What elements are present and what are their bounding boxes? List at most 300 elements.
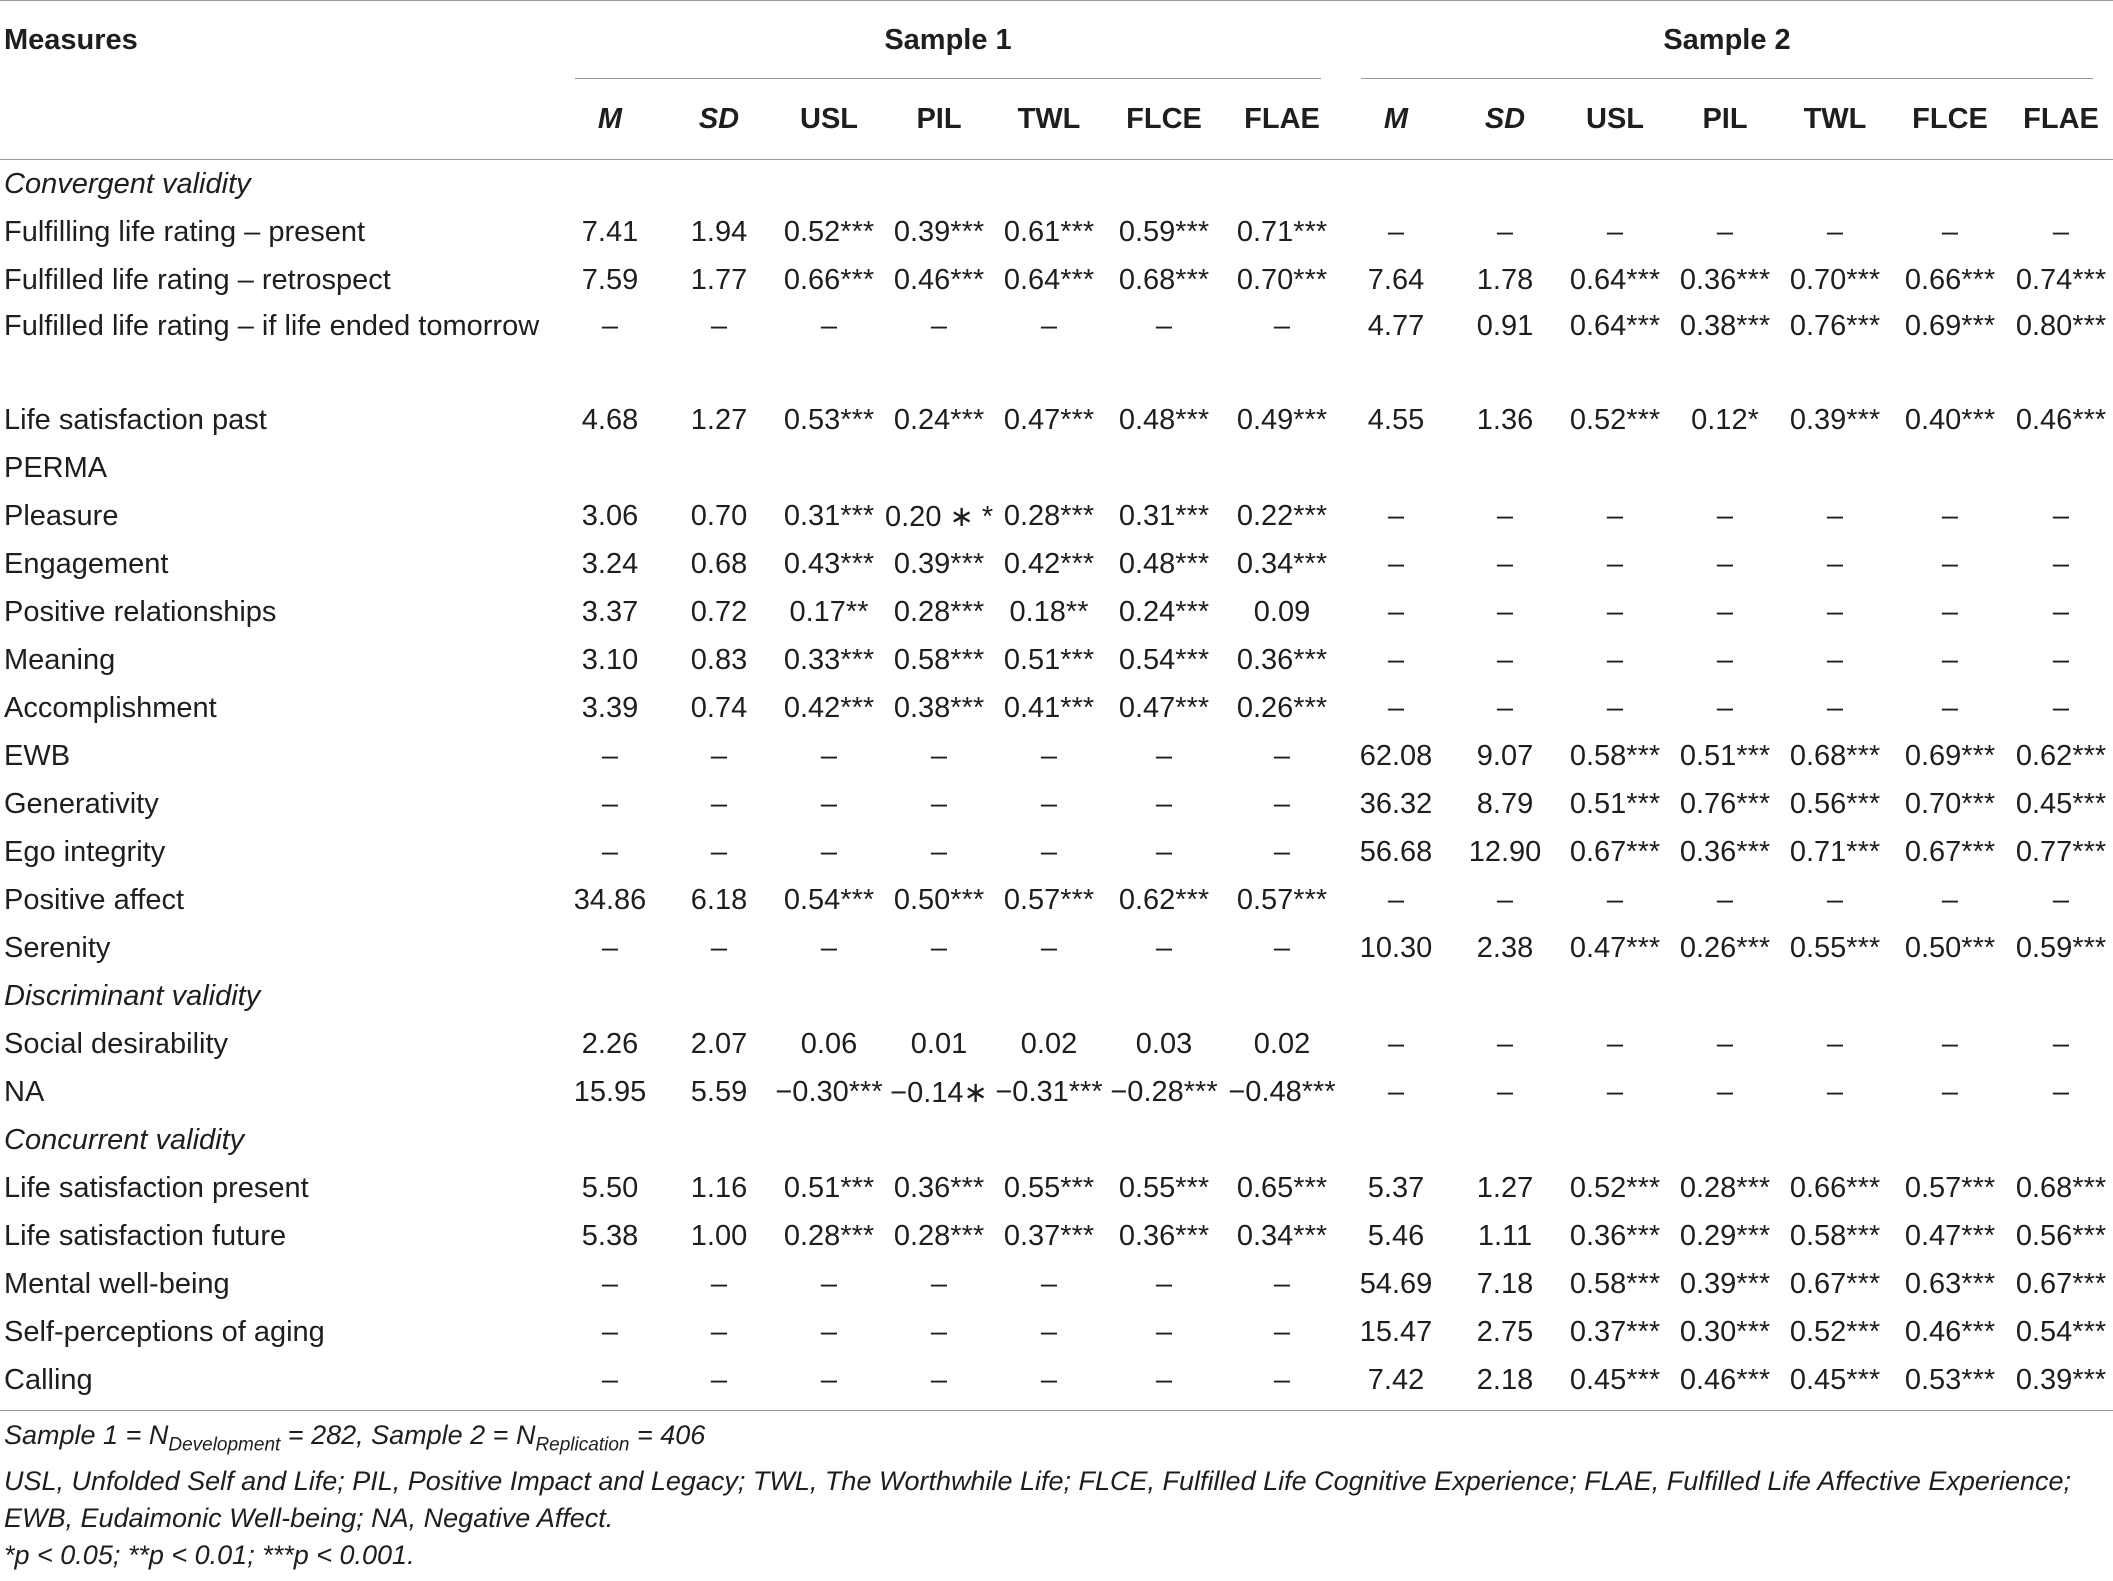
s2-cell-usl: – [1606,499,1624,532]
s1-cell-flae: 0.71*** [1236,215,1328,248]
s1-cell-m: 7.59 [581,263,639,296]
s1-cell-m [555,444,665,492]
s2-cell-usl [1559,444,1671,492]
s2-cell-twl: – [1826,499,1844,532]
s2-cell-pil: – [1716,499,1734,532]
s1-cell-twl [993,1116,1105,1164]
table-row [0,924,2113,972]
s2-cell-flae: – [2052,643,2070,676]
table-row [0,684,2113,732]
s1-cell-flce: – [1155,931,1173,964]
row-label: Convergent validity [4,167,251,200]
s1-cell-flce [1105,972,1223,1020]
s2-cell-sd: – [1496,883,1514,916]
s1-cell-pil: 0.36*** [893,1171,985,1204]
abbreviation-note-1: USL, Unfolded Self and Life; PIL, Positive Impact and Legacy; TWL, The Worthwhile Life; FLCE, Fulfilled Life Cognitive Experience; FLAE, Fulfilled Life Affective Experience; [4,1466,2071,1497]
s1-cell-usl: 0.53*** [783,403,875,436]
s1-cell-sd: 1.00 [690,1219,748,1252]
s1-cell-sd: – [710,835,728,868]
table-row [0,1068,2113,1116]
s2-cell-flae: 0.77*** [2015,835,2107,868]
s1-cell-flce: 0.47*** [1118,691,1210,724]
s2-cell-sd: 2.18 [1476,1363,1534,1396]
s2-cell-flce: 0.67*** [1904,835,1996,868]
sample1-rule [575,78,1321,79]
s1-cell-flce: 0.55*** [1118,1171,1210,1204]
s2-cell-pil: 0.38*** [1679,310,1771,342]
s1-cell-usl: 0.17** [789,595,869,628]
table-row [0,492,2113,540]
row-label: Fulfilled life rating – if life ended tomorrow [4,310,540,342]
s2-cell-twl: 0.58*** [1789,1219,1881,1252]
s1-cell-flae: 0.34*** [1236,1219,1328,1252]
s2-cell-m: – [1387,691,1405,724]
s1-cell-flae [1223,1116,1341,1164]
s1-col-header-twl: TWL [1017,102,1081,135]
s2-cell-flce: – [1941,1027,1959,1060]
s2-cell-flce [1891,1116,2009,1164]
s1-cell-twl: – [1040,787,1058,820]
s2-cell-twl: – [1826,1027,1844,1060]
s1-cell-sd: 1.94 [690,215,748,248]
s1-cell-sd [665,444,773,492]
s2-cell-pil [1671,444,1779,492]
s2-cell-flae: 0.54*** [2015,1315,2107,1348]
s1-cell-flae: 0.22*** [1236,499,1328,532]
s1-cell-flae [1223,444,1341,492]
s1-cell-sd: 0.72 [690,595,748,628]
s2-cell-usl: 0.52*** [1569,403,1661,436]
s2-col-header-flae: FLAE [2023,102,2099,135]
note-s2-value: = 406 [629,1420,706,1450]
s1-cell-m: 4.68 [581,403,639,436]
s2-cell-m: – [1387,643,1405,676]
s1-cell-twl: – [1040,931,1058,964]
s1-col-header-usl: USL [800,102,858,135]
table-notes [0,1411,2113,1574]
row-label: Life satisfaction future [4,1219,287,1252]
s2-cell-pil: – [1716,1027,1734,1060]
table-row [0,732,2113,780]
row-label: Social desirability [4,1027,229,1060]
s1-cell-usl: – [820,835,838,868]
s2-cell-flae: 0.46*** [2015,403,2107,436]
s2-cell-sd: 1.27 [1476,1171,1534,1204]
s1-col-header-m: M [597,102,623,135]
s2-cell-flce: – [1941,643,1959,676]
s2-cell-twl [1779,444,1891,492]
s2-cell-usl: 0.52*** [1569,1171,1661,1204]
s2-cell-twl: 0.52*** [1789,1315,1881,1348]
s1-cell-sd: – [710,310,728,342]
s2-cell-twl [1779,1116,1891,1164]
table-row [0,540,2113,588]
s2-cell-flce: 0.66*** [1904,263,1996,296]
note-s1-prefix: Sample 1 = N [4,1420,169,1450]
header-blank [0,79,555,160]
s1-cell-flae: – [1273,1267,1291,1300]
s1-cell-usl [773,160,885,209]
s2-cell-usl: – [1606,547,1624,580]
s2-cell-flce [1891,972,2009,1020]
s1-cell-sd: 6.18 [690,883,748,916]
s2-cell-m: – [1387,547,1405,580]
table-row [0,876,2113,924]
s1-cell-pil: 0.28*** [893,1219,985,1252]
s1-cell-m: 3.10 [581,643,639,676]
s2-cell-usl: – [1606,215,1624,248]
s2-cell-flae: – [2052,499,2070,532]
s2-cell-flce: 0.69*** [1904,739,1996,772]
s1-cell-m: 3.37 [581,595,639,628]
s2-cell-flce: 0.70*** [1904,787,1996,820]
s1-col-header-flce: FLCE [1126,102,1202,135]
s2-cell-flae [2009,972,2113,1020]
s2-cell-m: – [1387,499,1405,532]
s2-cell-flae: 0.45*** [2015,787,2107,820]
s1-cell-m: 3.06 [581,499,639,532]
s2-cell-sd: 12.90 [1468,835,1542,868]
s1-cell-pil: – [930,1315,948,1348]
s2-cell-sd: 2.75 [1476,1315,1534,1348]
table-row [0,1020,2113,1068]
s1-cell-usl: 0.43*** [783,547,875,580]
s2-cell-m [1341,1116,1451,1164]
s1-cell-sd: 0.68 [690,547,748,580]
s1-cell-usl: – [820,1363,838,1396]
s1-cell-usl: −0.30*** [775,1075,883,1108]
s2-cell-sd: – [1496,643,1514,676]
s2-cell-pil: 0.39*** [1679,1267,1771,1300]
s2-cell-m: – [1387,1027,1405,1060]
s2-cell-pil: 0.51*** [1679,739,1771,772]
s2-cell-twl: – [1826,215,1844,248]
s1-cell-flce: – [1155,310,1173,342]
s2-cell-sd: 2.38 [1476,931,1534,964]
s2-cell-usl [1559,972,1671,1020]
s1-cell-twl: – [1040,1363,1058,1396]
s2-cell-flae [2009,160,2113,209]
s1-cell-flae: 0.49*** [1236,403,1328,436]
header-row-columns [0,79,2113,160]
s2-col-header-sd: SD [1484,102,1526,135]
s1-cell-twl: 0.61*** [1003,215,1095,248]
header-row-samples [0,1,2113,79]
s1-cell-flae: – [1273,310,1291,342]
s1-cell-twl: 0.51*** [1003,643,1095,676]
table-row [0,828,2113,876]
s1-cell-twl: 0.02 [1020,1027,1078,1060]
s1-cell-pil [885,160,993,209]
s1-cell-flce: 0.48*** [1118,547,1210,580]
s1-cell-twl: – [1040,835,1058,868]
s1-cell-usl: 0.42*** [783,691,875,724]
table-row [0,396,2113,444]
table-body [0,160,2113,1411]
s1-cell-twl: 0.64*** [1003,263,1095,296]
s1-cell-pil: 0.39*** [893,215,985,248]
s2-cell-flce: 0.53*** [1904,1363,1996,1396]
s2-cell-pil: 0.76*** [1679,787,1771,820]
s1-cell-twl: – [1040,1267,1058,1300]
s2-cell-pil: – [1716,1075,1734,1108]
s1-cell-usl: 0.33*** [783,643,875,676]
s2-col-header-twl: TWL [1803,102,1867,135]
s1-cell-usl: 0.54*** [783,883,875,916]
s2-cell-m [1341,444,1451,492]
s2-cell-pil: – [1716,883,1734,916]
s1-cell-m [555,972,665,1020]
row-label: Pleasure [4,499,119,532]
s2-cell-twl: – [1826,691,1844,724]
s2-cell-flae: 0.59*** [2015,931,2107,964]
s2-cell-m: 7.64 [1367,263,1425,296]
s2-cell-flae: 0.62*** [2015,739,2107,772]
s1-cell-sd: 1.16 [690,1171,748,1204]
s2-cell-sd [1451,160,1559,209]
s2-cell-m: – [1387,215,1405,248]
s2-cell-pil [1671,1116,1779,1164]
table-row [0,588,2113,636]
s1-cell-flce: 0.31*** [1118,499,1210,532]
s1-cell-flae: 0.09 [1253,595,1311,628]
s2-cell-flce: – [1941,595,1959,628]
abbreviation-note-2: EWB, Eudaimonic Well-being; NA, Negative Affect. [4,1503,614,1534]
s2-cell-sd: – [1496,547,1514,580]
s2-col-header-pil: PIL [1702,102,1748,135]
s2-cell-sd: – [1496,1075,1514,1108]
s1-cell-twl: 0.41*** [1003,691,1095,724]
s1-cell-pil: 0.58*** [893,643,985,676]
s2-cell-flae: 0.67*** [2015,1267,2107,1300]
s2-cell-flae: – [2052,1027,2070,1060]
s2-cell-m: 5.37 [1367,1171,1425,1204]
s1-cell-flae: – [1273,739,1291,772]
table-row [0,1356,2113,1410]
s2-col-header-m: M [1383,102,1409,135]
s1-cell-m: – [601,1363,619,1396]
row-label: Self-perceptions of aging [4,1315,325,1348]
row-label: Concurrent validity [4,1123,245,1156]
s2-cell-twl: 0.70*** [1789,263,1881,296]
s1-cell-m: – [601,787,619,820]
s1-cell-usl [773,972,885,1020]
table-row [0,444,2113,492]
s1-cell-flae [1223,972,1341,1020]
s1-col-header-sd: SD [698,102,740,135]
s1-cell-flce: −0.28*** [1110,1075,1218,1108]
sample2-header [1341,1,2113,79]
s1-cell-twl [993,160,1105,209]
s2-cell-flae [2009,1116,2113,1164]
s2-cell-flae: 0.74*** [2015,263,2107,296]
s1-cell-flce: 0.59*** [1118,215,1210,248]
s1-cell-flce: 0.03 [1135,1027,1193,1060]
s2-cell-m: 54.69 [1359,1267,1433,1300]
s2-cell-pil: 0.36*** [1679,263,1771,296]
s2-cell-pil: 0.12* [1691,403,1759,436]
s2-cell-sd: – [1496,691,1514,724]
s2-cell-sd: 1.36 [1476,403,1534,436]
table-row [0,256,2113,304]
s2-cell-usl [1559,160,1671,209]
s1-cell-pil [885,1116,993,1164]
s2-cell-m: 62.08 [1359,739,1433,772]
s2-cell-sd [1451,444,1559,492]
s1-cell-m: – [601,835,619,868]
s1-cell-twl [993,972,1105,1020]
s2-cell-sd: 8.79 [1476,787,1534,820]
s2-cell-pil: 0.36*** [1679,835,1771,868]
s1-cell-sd: 1.77 [690,263,748,296]
s1-cell-pil: – [930,1363,948,1396]
s2-cell-flae: 0.80*** [2015,310,2107,342]
s1-cell-m: 3.39 [581,691,639,724]
s2-cell-flae: – [2052,595,2070,628]
s2-col-header-flce: FLCE [1912,102,1988,135]
s1-cell-flce: 0.24*** [1118,595,1210,628]
s1-cell-twl: – [1040,1315,1058,1348]
s1-cell-flce [1105,444,1223,492]
measures-header: Measures [4,23,138,56]
s1-cell-sd: – [710,787,728,820]
s1-cell-flce: – [1155,1363,1173,1396]
s1-cell-flae: 0.65*** [1236,1171,1328,1204]
s2-cell-flce [1891,444,2009,492]
s2-cell-usl: 0.64*** [1569,263,1661,296]
row-label: Meaning [4,643,116,676]
s2-cell-twl: 0.71*** [1789,835,1881,868]
s2-cell-sd: – [1496,1027,1514,1060]
s1-cell-twl: – [1040,310,1058,342]
sample2-label: Sample 2 [1663,23,1791,56]
s2-cell-pil [1671,972,1779,1020]
table-row [0,1260,2113,1308]
table-row [0,1212,2113,1260]
s2-cell-sd [1451,972,1559,1020]
row-label: Serenity [4,931,111,964]
s1-cell-pil: 0.28*** [893,595,985,628]
row-label: EWB [4,739,71,772]
s2-cell-pil [1671,160,1779,209]
s2-cell-flae: 0.56*** [2015,1219,2107,1252]
s1-cell-m: 34.86 [573,883,647,916]
row-label: Discriminant validity [4,979,261,1012]
s2-cell-usl: 0.47*** [1569,931,1661,964]
s2-cell-m [1341,160,1451,209]
s1-cell-sd: 0.74 [690,691,748,724]
s2-cell-twl: 0.56*** [1789,787,1881,820]
s2-cell-twl: – [1826,595,1844,628]
s1-cell-usl: – [820,931,838,964]
s1-cell-usl: 0.28*** [783,1219,875,1252]
s1-cell-usl: – [820,739,838,772]
s2-cell-flce: – [1941,691,1959,724]
s1-cell-sd: – [710,1267,728,1300]
s1-cell-flce: 0.36*** [1118,1219,1210,1252]
note-s2-sub: Replication [535,1434,630,1456]
s1-cell-twl: −0.31*** [995,1075,1103,1108]
s2-cell-flae: – [2052,215,2070,248]
s2-cell-sd: 0.91 [1476,310,1534,342]
s2-cell-usl: 0.67*** [1569,835,1661,868]
s1-cell-sd: – [710,739,728,772]
s1-cell-m: – [601,310,619,342]
s1-cell-flae: – [1273,1363,1291,1396]
s1-cell-sd: – [710,1363,728,1396]
s1-cell-usl: 0.06 [800,1027,858,1060]
significance-note: *p < 0.05; **p < 0.01; ***p < 0.001. [4,1540,415,1571]
s2-cell-usl: 0.64*** [1569,310,1661,342]
row-label: PERMA [4,451,108,484]
s1-cell-flce: – [1155,835,1173,868]
note-s1-value: = 282, Sample 2 = N [280,1420,536,1450]
s2-cell-flae: – [2052,883,2070,916]
s1-cell-usl: – [820,1315,838,1348]
s1-cell-sd: 0.70 [690,499,748,532]
s1-cell-flae: – [1273,835,1291,868]
s1-cell-pil: – [930,310,948,342]
s1-cell-pil: – [930,835,948,868]
s1-cell-sd [665,1116,773,1164]
s1-cell-flae: 0.02 [1253,1027,1311,1060]
s1-cell-usl: 0.31*** [783,499,875,532]
s1-cell-pil: – [930,787,948,820]
row-label: Fulfilling life rating – present [4,215,366,248]
s2-cell-m: 10.30 [1359,931,1433,964]
s1-cell-flae [1223,160,1341,209]
s2-cell-flae: 0.39*** [2015,1363,2107,1396]
s1-cell-flae: 0.70*** [1236,263,1328,296]
row-label: Life satisfaction past [4,403,267,436]
s2-cell-sd: – [1496,499,1514,532]
s1-cell-twl: 0.18** [1009,595,1089,628]
s2-cell-twl: 0.45*** [1789,1363,1881,1396]
s1-cell-pil: 0.01 [910,1027,968,1060]
s2-cell-twl [1779,972,1891,1020]
s1-cell-twl: 0.42*** [1003,547,1095,580]
s1-cell-pil: 0.39*** [893,547,985,580]
s1-cell-usl: 0.52*** [783,215,875,248]
s1-cell-sd: 0.83 [690,643,748,676]
s2-cell-sd [1451,1116,1559,1164]
s2-cell-m: 7.42 [1367,1363,1425,1396]
s2-cell-twl: – [1826,1075,1844,1108]
row-label: Calling [4,1363,93,1396]
sample1-header [555,1,1341,79]
s2-cell-twl: – [1826,547,1844,580]
s2-cell-pil: 0.30*** [1679,1315,1771,1348]
s2-cell-usl: 0.58*** [1569,1267,1661,1300]
s2-cell-usl: 0.58*** [1569,739,1661,772]
s2-cell-pil: 0.28*** [1679,1171,1771,1204]
s1-cell-pil [885,444,993,492]
row-label: Positive relationships [4,595,277,628]
s1-cell-sd [665,972,773,1020]
s1-cell-twl: 0.28*** [1003,499,1095,532]
s1-cell-sd: 1.27 [690,403,748,436]
row-label: Life satisfaction present [4,1171,309,1204]
s2-cell-flce: 0.47*** [1904,1219,1996,1252]
s1-cell-m: – [601,1267,619,1300]
table-row [0,780,2113,828]
s1-cell-m: 3.24 [581,547,639,580]
s2-cell-flce: 0.57*** [1904,1171,1996,1204]
s2-cell-twl: – [1826,643,1844,676]
s1-cell-pil: 0.46*** [893,263,985,296]
s2-cell-m: – [1387,883,1405,916]
row-label: Engagement [4,547,169,580]
